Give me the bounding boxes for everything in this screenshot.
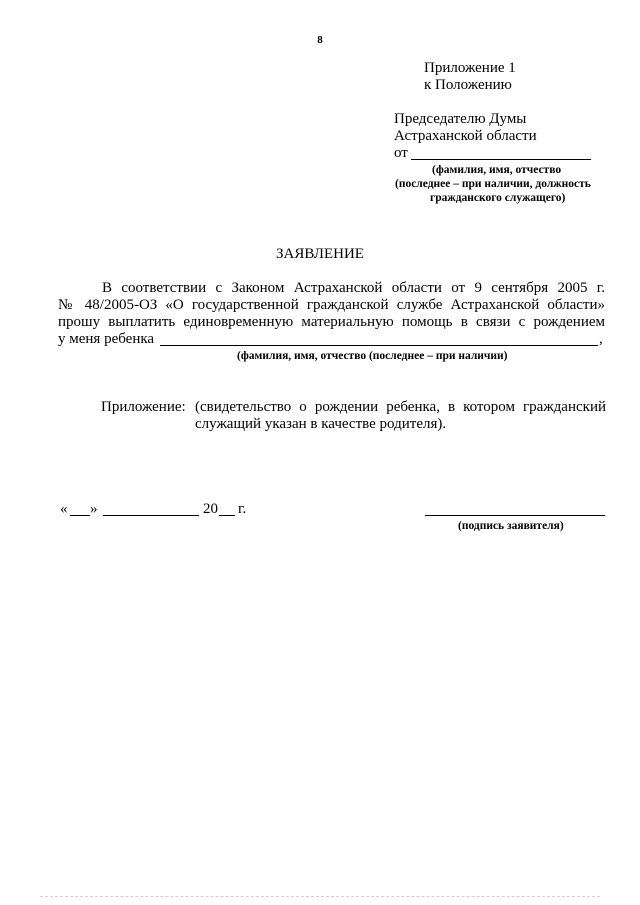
attachment-label: Приложение: <box>101 399 186 415</box>
child-name-field-line[interactable] <box>160 345 598 346</box>
signature-field-line[interactable] <box>425 515 605 516</box>
body-line-2: № 48/2005-ОЗ «О государственной гражданской службе Астраханской области» <box>58 297 605 313</box>
from-caption-line-3: гражданского служащего) <box>430 192 566 204</box>
from-name-field-line[interactable] <box>411 159 591 160</box>
signature-caption: (подпись заявителя) <box>458 520 564 532</box>
date-year-prefix: 20 <box>203 501 218 517</box>
date-year-suffix: г. <box>238 501 247 517</box>
body-line-3: прошу выплатить единовременную материальную помощь в связи с рождением <box>58 314 605 330</box>
date-day-field-line[interactable] <box>70 515 90 516</box>
from-caption-line-2: (последнее – при наличии, должность <box>395 178 591 190</box>
date-year-field-line[interactable] <box>219 515 235 516</box>
child-line-comma: , <box>599 331 603 347</box>
document-title: ЗАЯВЛЕНИЕ <box>276 246 364 262</box>
child-label: у меня ребенка <box>58 331 155 347</box>
page-number: 8 <box>317 34 323 46</box>
child-name-caption: (фамилия, имя, отчество (последнее – при наличии) <box>237 350 508 362</box>
addressee-line-2: Астраханской области <box>394 128 537 144</box>
appendix-line-2: к Положению <box>424 77 512 93</box>
attachment-line-1: (свидетельство о рождении ребенка, в котором гражданский <box>195 399 606 415</box>
page-edge-divider <box>40 896 600 897</box>
body-line-1: В соответствии с Законом Астраханской области от 9 сентября 2005 г. <box>102 280 605 296</box>
date-quote-open: « <box>60 501 68 517</box>
attachment-line-2: служащий указан в качестве родителя). <box>195 416 447 432</box>
date-month-field-line[interactable] <box>103 515 199 516</box>
from-label: от <box>394 145 408 161</box>
appendix-line-1: Приложение 1 <box>424 60 516 76</box>
from-caption-line-1: (фамилия, имя, отчество <box>432 164 562 176</box>
addressee-line-1: Председателю Думы <box>394 111 527 127</box>
date-quote-close: » <box>90 501 98 517</box>
